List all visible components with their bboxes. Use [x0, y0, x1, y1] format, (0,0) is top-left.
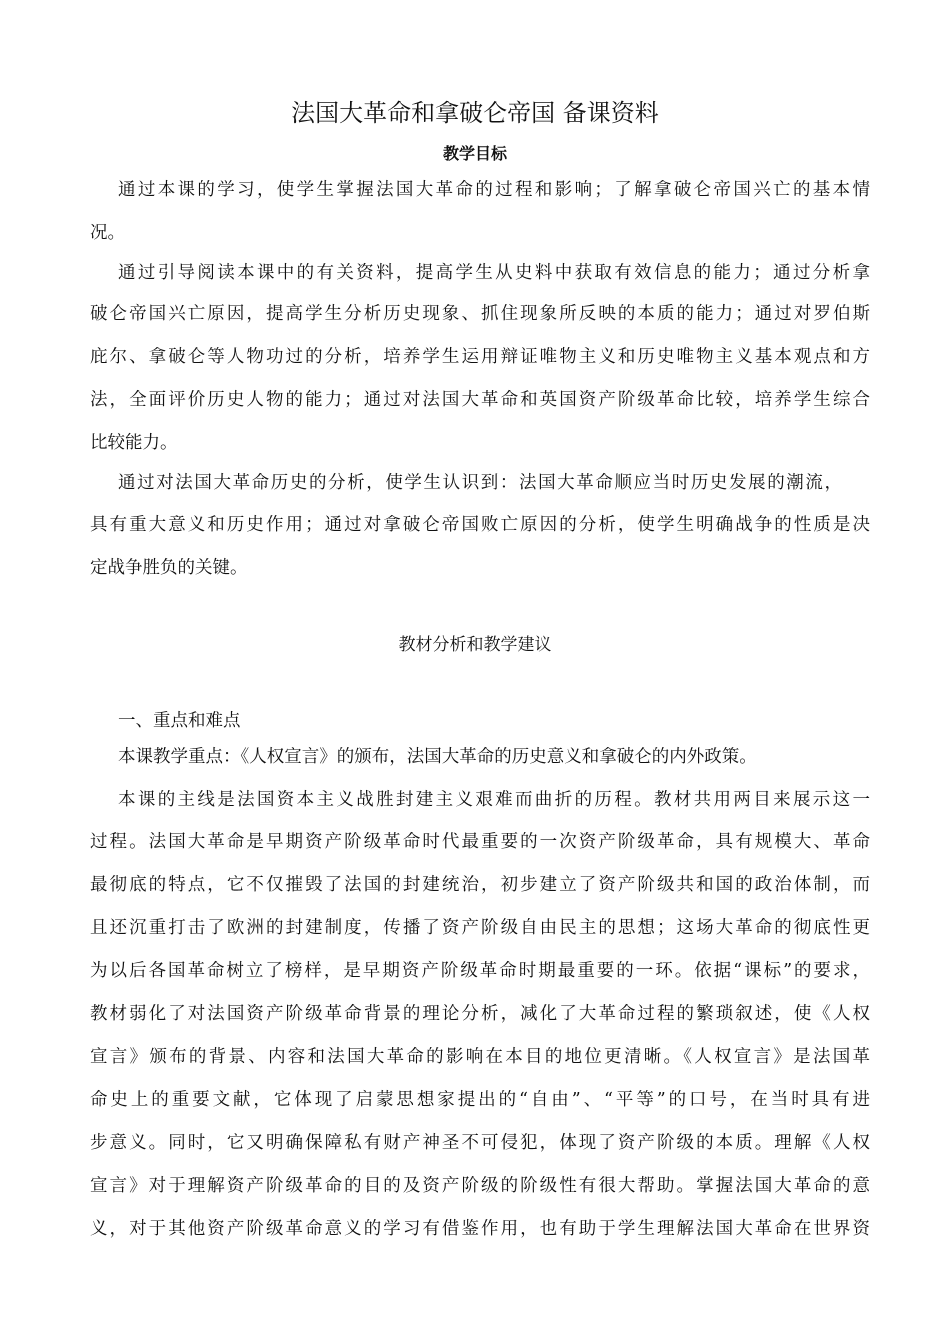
goal-1-line-1: 通过本课的学习，使学生掌握法国大革命的过程和影响；了解拿破仑帝国兴亡的基本情 [118, 180, 870, 200]
goal-2-line-3: 庇尔、拿破仑等人物功过的分析，培养学生运用辩证唯物主义和历史唯物主义基本观点和方 [90, 347, 870, 367]
goal-2-line-2: 破仑帝国兴亡原因，提高学生分析历史现象、抓住现象所反映的本质的能力；通过对罗伯斯 [90, 304, 870, 324]
section-title: 教材分析和教学建议 [398, 635, 552, 655]
analysis-line-8: 命史上的重要文献，它体现了启蒙思想家提出的“自由”、“平等”的口号，在当时具有进 [90, 1090, 870, 1110]
key-point-text: 本课教学重点：《人权宣言》的颁布，法国大革命的历史意义和拿破仑的内外政策。 [118, 747, 757, 767]
analysis-line-5: 为以后各国革命树立了榜样，是早期资产阶级革命时期最重要的一环。依据“课标”的要求， [90, 961, 870, 981]
goal-3-line-3: 定战争胜负的关键。 [90, 558, 248, 578]
goal-3-line-2: 具有重大意义和历史作用；通过对拿破仑帝国败亡原因的分析，使学生明确战争的性质是决 [90, 515, 870, 535]
goal-2-line-4: 法，全面评价历史人物的能力；通过对法国大革命和英国资产阶级革命比较，培养学生综合 [90, 390, 870, 410]
analysis-line-2: 过程。法国大革命是早期资产阶级革命时代最重要的一次资产阶级革命，具有规模大、革命 [90, 832, 870, 852]
goal-2-line-1: 通过引导阅读本课中的有关资料，提高学生从史料中获取有效信息的能力；通过分析拿 [118, 263, 870, 283]
analysis-line-11: 义，对于其他资产阶级革命意义的学习有借鉴作用，也有助于学生理解法国大革命在世界资 [90, 1219, 870, 1239]
analysis-line-10: 宣言》对于理解资产阶级革命的目的及资产阶级的阶级性有很大帮助。掌握法国大革命的意 [90, 1176, 870, 1196]
analysis-line-3: 最彻底的特点，它不仅摧毁了法国的封建统治，初步建立了资产阶级共和国的政治体制，而 [90, 875, 870, 895]
analysis-line-6: 教材弱化了对法国资产阶级革命背景的理论分析，减化了大革命过程的繁琐叙述，使《人权 [90, 1004, 870, 1024]
goal-3-line-1: 通过对法国大革命历史的分析，使学生认识到：法国大革命顺应当时历史发展的潮流， [118, 473, 842, 493]
goal-1-line-2: 况。 [90, 223, 125, 243]
analysis-line-4: 且还沉重打击了欧洲的封建制度，传播了资产阶级自由民主的思想；这场大革命的彻底性更 [90, 918, 870, 938]
goal-2-line-5: 比较能力。 [90, 433, 178, 453]
analysis-line-9: 步意义。同时，它又明确保障私有财产神圣不可侵犯，体现了资产阶级的本质。理解《人权 [90, 1133, 870, 1153]
heading-key-points: 一、重点和难点 [118, 711, 241, 731]
document-title: 法国大革命和拿破仑帝国 备课资料 [291, 99, 659, 127]
analysis-line-1: 本课的主线是法国资本主义战胜封建主义艰难而曲折的历程。教材共用两目来展示这一 [118, 790, 870, 810]
analysis-line-7: 宣言》颁布的背景、内容和法国大革命的影响在本目的地位更清晰。《人权宣言》是法国革 [90, 1047, 870, 1067]
teaching-goals-heading: 教学目标 [442, 144, 507, 163]
